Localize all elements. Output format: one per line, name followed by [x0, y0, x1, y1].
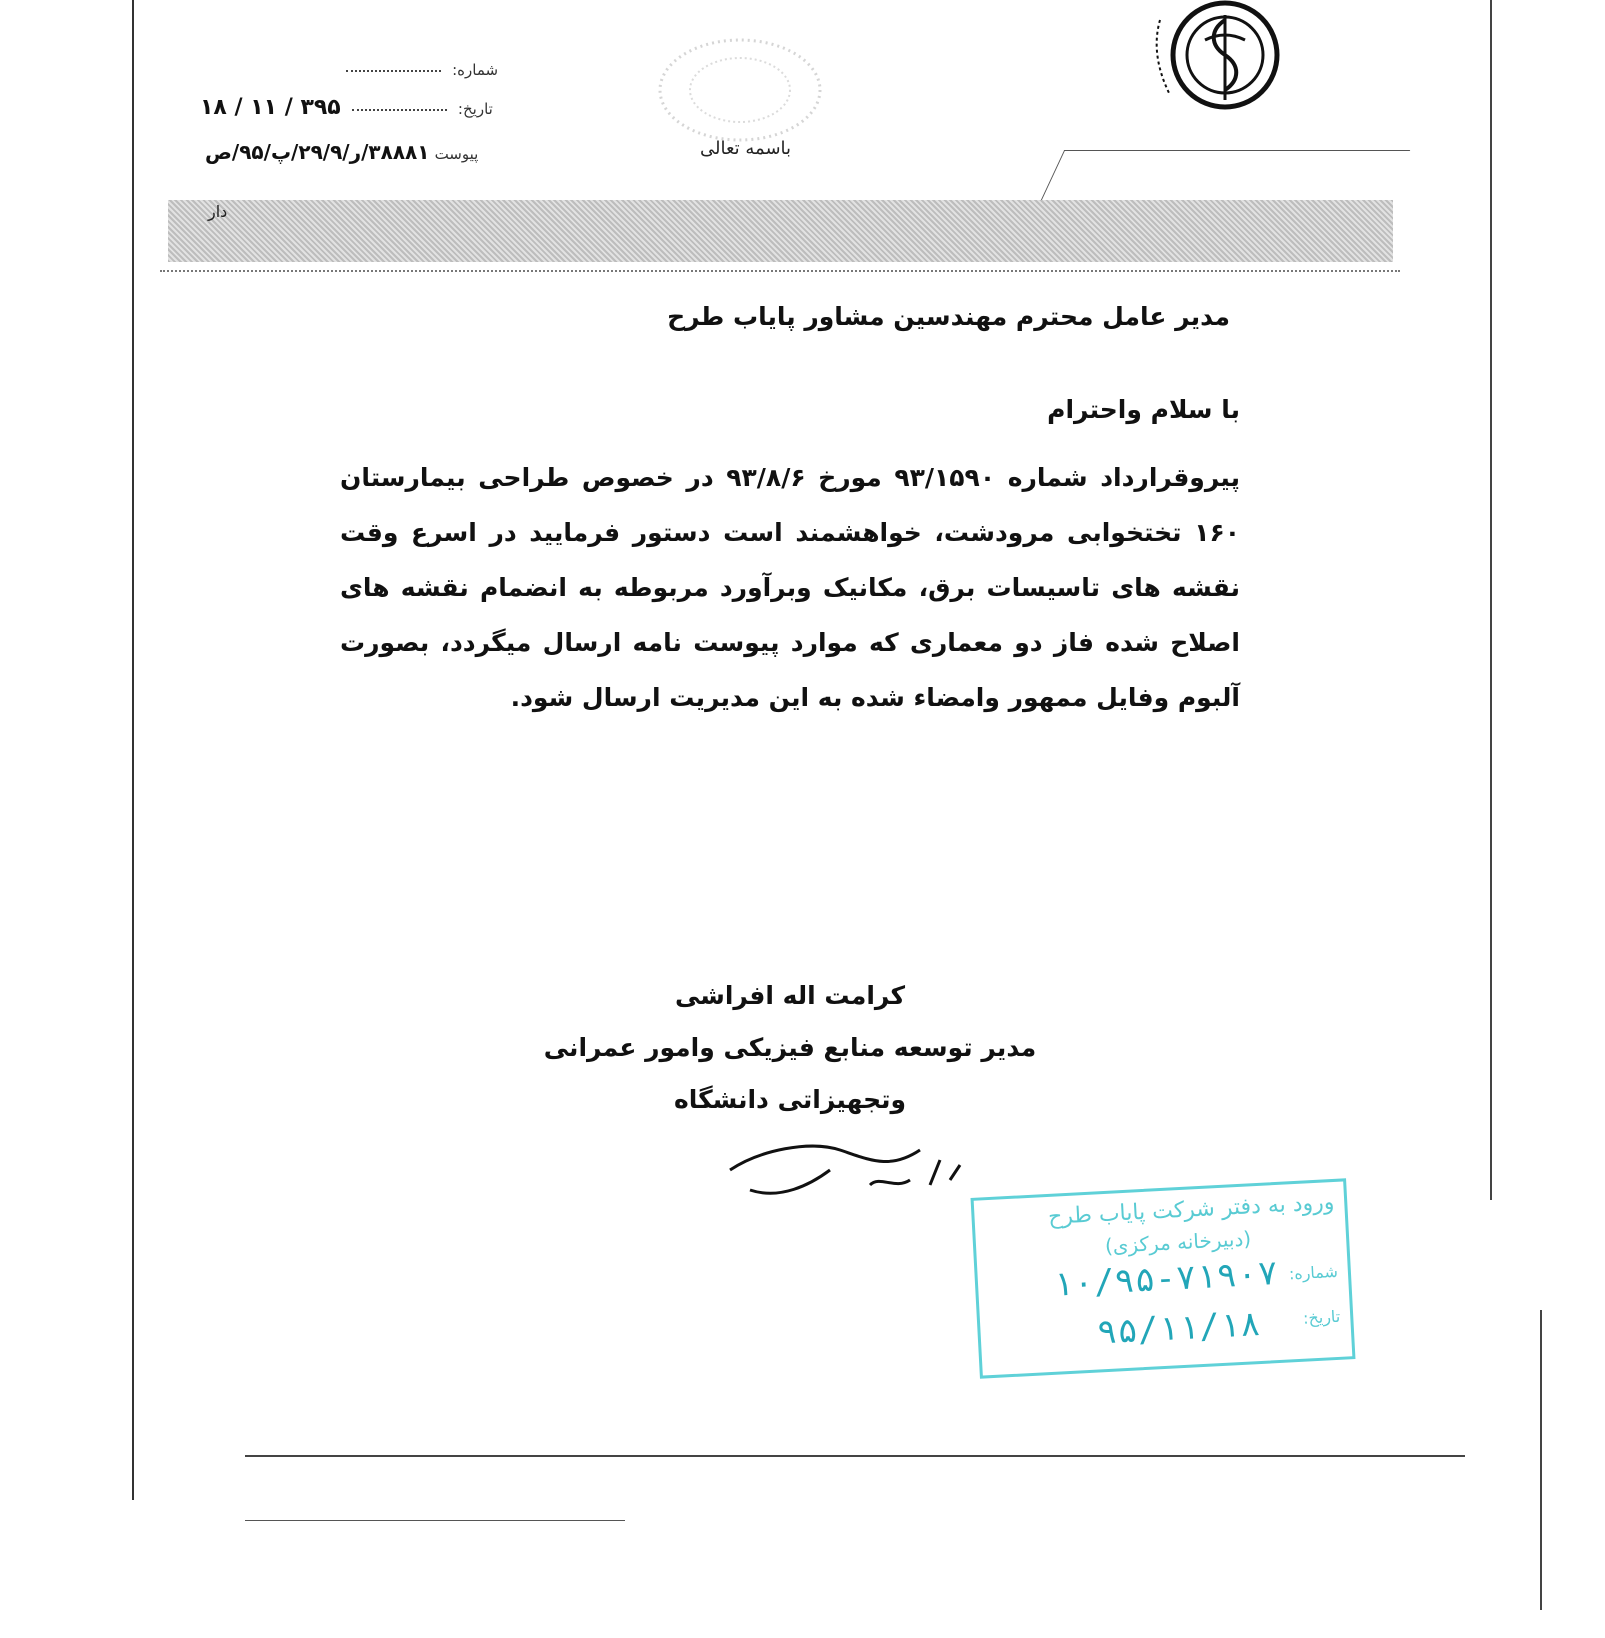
header-divider — [160, 270, 1400, 272]
footer-line-short — [245, 1520, 625, 1521]
number-field — [340, 60, 498, 79]
stamp-date-value: ۹۵/۱۱/۱۸ — [1095, 1303, 1262, 1353]
addressee: مدیر عامل محترم مهندسین مشاور پایاب طرح — [667, 302, 1230, 331]
page-edge-right-lower — [1540, 1310, 1542, 1610]
number-dots — [346, 70, 441, 72]
stamp-number-value: ۱۰/۹۵-۷۱۹۰۷ — [1051, 1253, 1279, 1305]
signer-title-line1: مدیر توسعه منابع فیزیکی وامور عمرانی — [543, 1033, 1037, 1062]
number-label: شماره: — [452, 61, 499, 79]
letter-paragraph: پیروقرارداد شماره ۹۳/۱۵۹۰ مورخ ۹۳/۸/۶ در خصوص طراحی بیمارستان ۱۶۰ تختخوابی مرودشت، خواهشمند است دستور فرمایید در اسرع وقت نقشه های تاسیسات برق، مکانیک وبرآورد مربوطه به انضمام نقشه های اصلاح شده فاز دو معماری که موارد پیوست نامه ارسال میگردد، بصورت آلبوم وفایل ممهور وامضاء شده به این مدیریت ارسال شود. — [340, 463, 1240, 712]
date-field — [200, 95, 493, 120]
page-edge-left — [132, 0, 134, 1500]
stamp-title: ورود به دفتر شرکت پایاب طرح — [1047, 1189, 1335, 1230]
stamp-number-label: شماره: — [1288, 1261, 1339, 1284]
attachment-field — [205, 140, 478, 164]
page-edge-right — [1490, 0, 1492, 1200]
footer-line — [245, 1455, 1465, 1457]
bismillah-heading: باسمه تعالی — [700, 138, 792, 159]
signer-name: کرامت اله افراشی — [674, 981, 906, 1010]
stamp-subtitle: (دبیرخانه مرکزی) — [1104, 1226, 1252, 1258]
department-fragment: دار — [208, 202, 228, 221]
reference-value: ۳۸۸۸۱/ر/۲۹/۹/پ/۹۵/ص — [205, 140, 430, 164]
date-label: تاریخ: — [457, 100, 493, 118]
attachment-label: پیوست — [434, 145, 479, 163]
stamp-date-label: تاریخ: — [1302, 1306, 1341, 1328]
handwritten-signature — [720, 1090, 980, 1210]
date-dots — [352, 109, 447, 111]
greeting: با سلام واحترام — [1047, 395, 1240, 424]
received-stamp — [971, 1178, 1356, 1378]
signer-title-line2: وتجهیزاتی دانشگاه — [673, 1085, 907, 1114]
date-value: ۳۹۵ / ۱۱ / ۱۸ — [200, 95, 341, 120]
header-band — [168, 200, 1393, 262]
university-logo-icon — [1130, 0, 1305, 125]
watermark-emblem-icon — [640, 20, 840, 150]
